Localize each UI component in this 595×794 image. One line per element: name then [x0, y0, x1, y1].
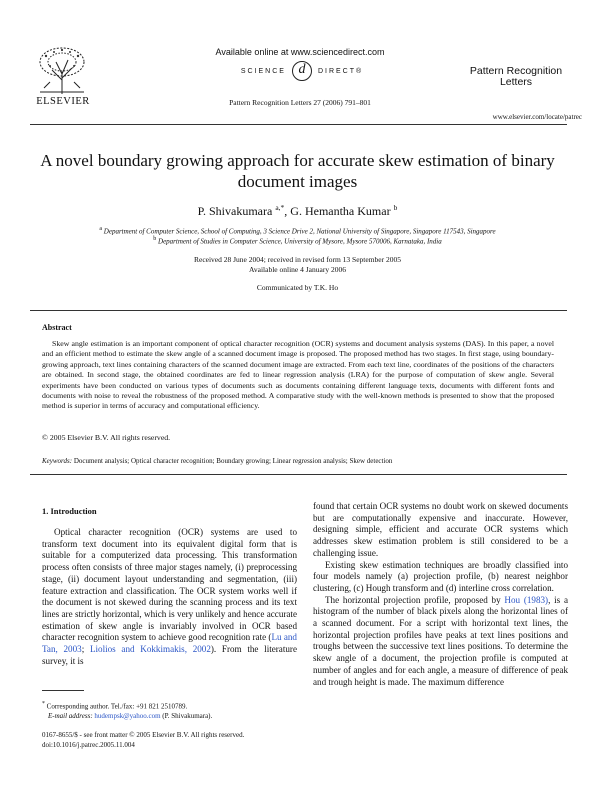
left-paragraph-tail: ). From the literature survey, it is	[42, 644, 297, 666]
right-paragraph-techniques: Existing skew estimation techniques are broadly classified into four models namely (a) projection profile, (b) nearest neighbor clustering, (c) Hough transform and (d) interline cross correlation.	[313, 559, 568, 593]
author-separator: ,	[284, 204, 291, 218]
citation-link-liolios[interactable]: Liolios and Kokkimakis, 2002	[89, 644, 211, 655]
sciencedirect-mark-icon: d	[292, 61, 312, 81]
sciencedirect-left: SCIENCE	[240, 67, 286, 75]
sciencedirect-right: DIRECT®	[317, 67, 364, 75]
footnote-corresponding	[42, 699, 312, 711]
affiliation-b	[40, 236, 555, 245]
citation-separator: ;	[81, 644, 90, 655]
article-title: A novel boundary growing approach for accurate skew estimation of binary document images	[40, 151, 555, 191]
left-paragraph	[42, 527, 297, 667]
keywords-list: Document analysis; Optical character recognition; Boundary growing; Linear regression analysis; Skew detection	[73, 457, 393, 465]
received-dates: Received 28 June 2004; received in revised form 13 September 2005	[193, 255, 402, 264]
abstract-heading: Abstract	[42, 323, 72, 332]
left-paragraph-text: Optical character recognition (OCR) systems are used to transform text document into its equivalent digital form that is suitable for a computerized data processing. This transformation process often consists of three major stages namely, (i) preprocessing stage, (ii) document layout understanding and segmentation, (iii) feature extraction and classification. The OCR system works well if the document is not skewed during the scanning process and its text lines are strictly horizontal, which is very unlikely and hence accurate estimation of skew angle is invariably involved in OCR based character recognition system to achieve good recognition rate (	[42, 527, 297, 643]
affiliation-a-text: Department of Computer Science, School of Computing, 3 Science Drive 2, National University of Singapore, Singapore 117543, Singapore	[103, 227, 496, 236]
right-paragraph-projection	[313, 595, 568, 689]
author-1: P. Shivakumara	[197, 204, 273, 218]
issn-line: 0167-8655/$ - see front matter © 2005 Elsevier B.V. All rights reserved.	[42, 731, 245, 739]
author-line	[100, 203, 495, 219]
footnote-divider	[42, 690, 84, 691]
header-divider	[30, 124, 567, 125]
abstract-paragraph: Skew angle estimation is an important component of optical character recognition (OCR) systems and document analysis systems (DAS). In this paper, a novel and an efficient method to estimate the skew angle of a scanned document image is proposed. The proposed method has two stages. In first stage, using boundary-growing approach, text lines containing characters of the scanned document image are extracted. From each text line, coordinates of the positions of the characters are obtained. In second stage, the obtained coordinates are fed to linear regression analysis (LRA) for the purpose of computation of skew angle. Several experiments have been conducted on various types of documents such as documents containing different language texts, documents with different fonts and documents with noise to reveal the robustness of the proposed method. A comparative study with the well-known methods is presented to show that the proposed method is superior in terms of accuracy and computational efficiency.	[42, 339, 554, 411]
email-suffix: (P. Shivakumara).	[160, 712, 213, 721]
publisher-name: ELSEVIER	[36, 96, 90, 107]
affiliation-a-mark: a	[99, 226, 103, 232]
abstract-copyright: © 2005 Elsevier B.V. All rights reserved.	[42, 433, 171, 442]
elsevier-tree-logo-icon	[32, 44, 92, 96]
sciencedirect-logo	[232, 61, 372, 81]
author-2-affiliation: b	[393, 203, 398, 212]
author-1-affiliation: a,*	[275, 203, 285, 212]
affiliation-a	[40, 226, 555, 235]
journal-reference: Pattern Recognition Letters 27 (2006) 791–801	[229, 98, 371, 107]
email-label: E-mail address:	[48, 712, 93, 721]
section-heading-introduction: 1. Introduction	[42, 506, 97, 516]
front-matter	[42, 731, 342, 750]
journal-title-line1: Pattern Recognition	[469, 65, 563, 77]
available-date: Available online 4 January 2006	[249, 265, 346, 274]
abstract-bottom-divider	[30, 474, 567, 475]
abstract-top-divider	[30, 310, 567, 311]
affiliation-b-text: Department of Studies in Computer Science, University of Mysore, Mysore 570006, Karnataka, India	[158, 237, 442, 246]
footnote-corresponding-text: Corresponding author. Tel./fax: +91 821 2510789.	[46, 702, 188, 711]
journal-title	[466, 66, 566, 88]
email-link[interactable]: hudempsk@yahoo.com	[94, 712, 161, 721]
affiliation-b-mark: b	[153, 236, 157, 242]
right-column	[313, 501, 568, 688]
journal-url-link[interactable]: www.elsevier.com/locate/patrec	[492, 113, 582, 121]
keywords-label: Keywords:	[42, 457, 73, 465]
footnote	[42, 699, 312, 721]
citation-link-lu-tan[interactable]: Lu and Tan, 2003	[42, 632, 297, 655]
citation-link-hou[interactable]: Hou (1983)	[504, 594, 549, 605]
left-column	[42, 527, 297, 667]
journal-title-line2: Letters	[499, 76, 533, 88]
right-paragraph-continued: found that certain OCR systems no doubt work on skewed documents but are computationally expensive and inaccurate. However, designing simple, efficient and accurate OCR systems which addresses skew estimation problem is still considered to be a challenging issue.	[313, 501, 568, 558]
available-online-line: Available online at www.sciencedirect.com	[215, 47, 385, 57]
right-paragraph-projection-tail: , is a histogram of the number of black pixels along the horizontal lines of a scanned document. For a script with horizontal text lines, the horizontal projection profiles have peaks at text lines positions and troughs between the successive text lines positions. To determine the skew angle of a document, the projection profile is computed at number of angles and for each angle, a measure of difference of peak and trough height is made. The maximum difference	[313, 594, 568, 687]
communicated-by: Communicated by T.K. Ho	[256, 283, 339, 292]
footnote-mark: *	[42, 701, 45, 707]
author-2: G. Hemantha Kumar	[290, 204, 391, 218]
footnote-email	[42, 711, 312, 721]
abstract-text	[42, 339, 554, 412]
doi-line: doi:10.1016/j.patrec.2005.11.004	[42, 740, 135, 749]
right-paragraph-projection-text: The horizontal projection profile, proposed by	[325, 594, 505, 605]
keywords	[42, 457, 554, 465]
